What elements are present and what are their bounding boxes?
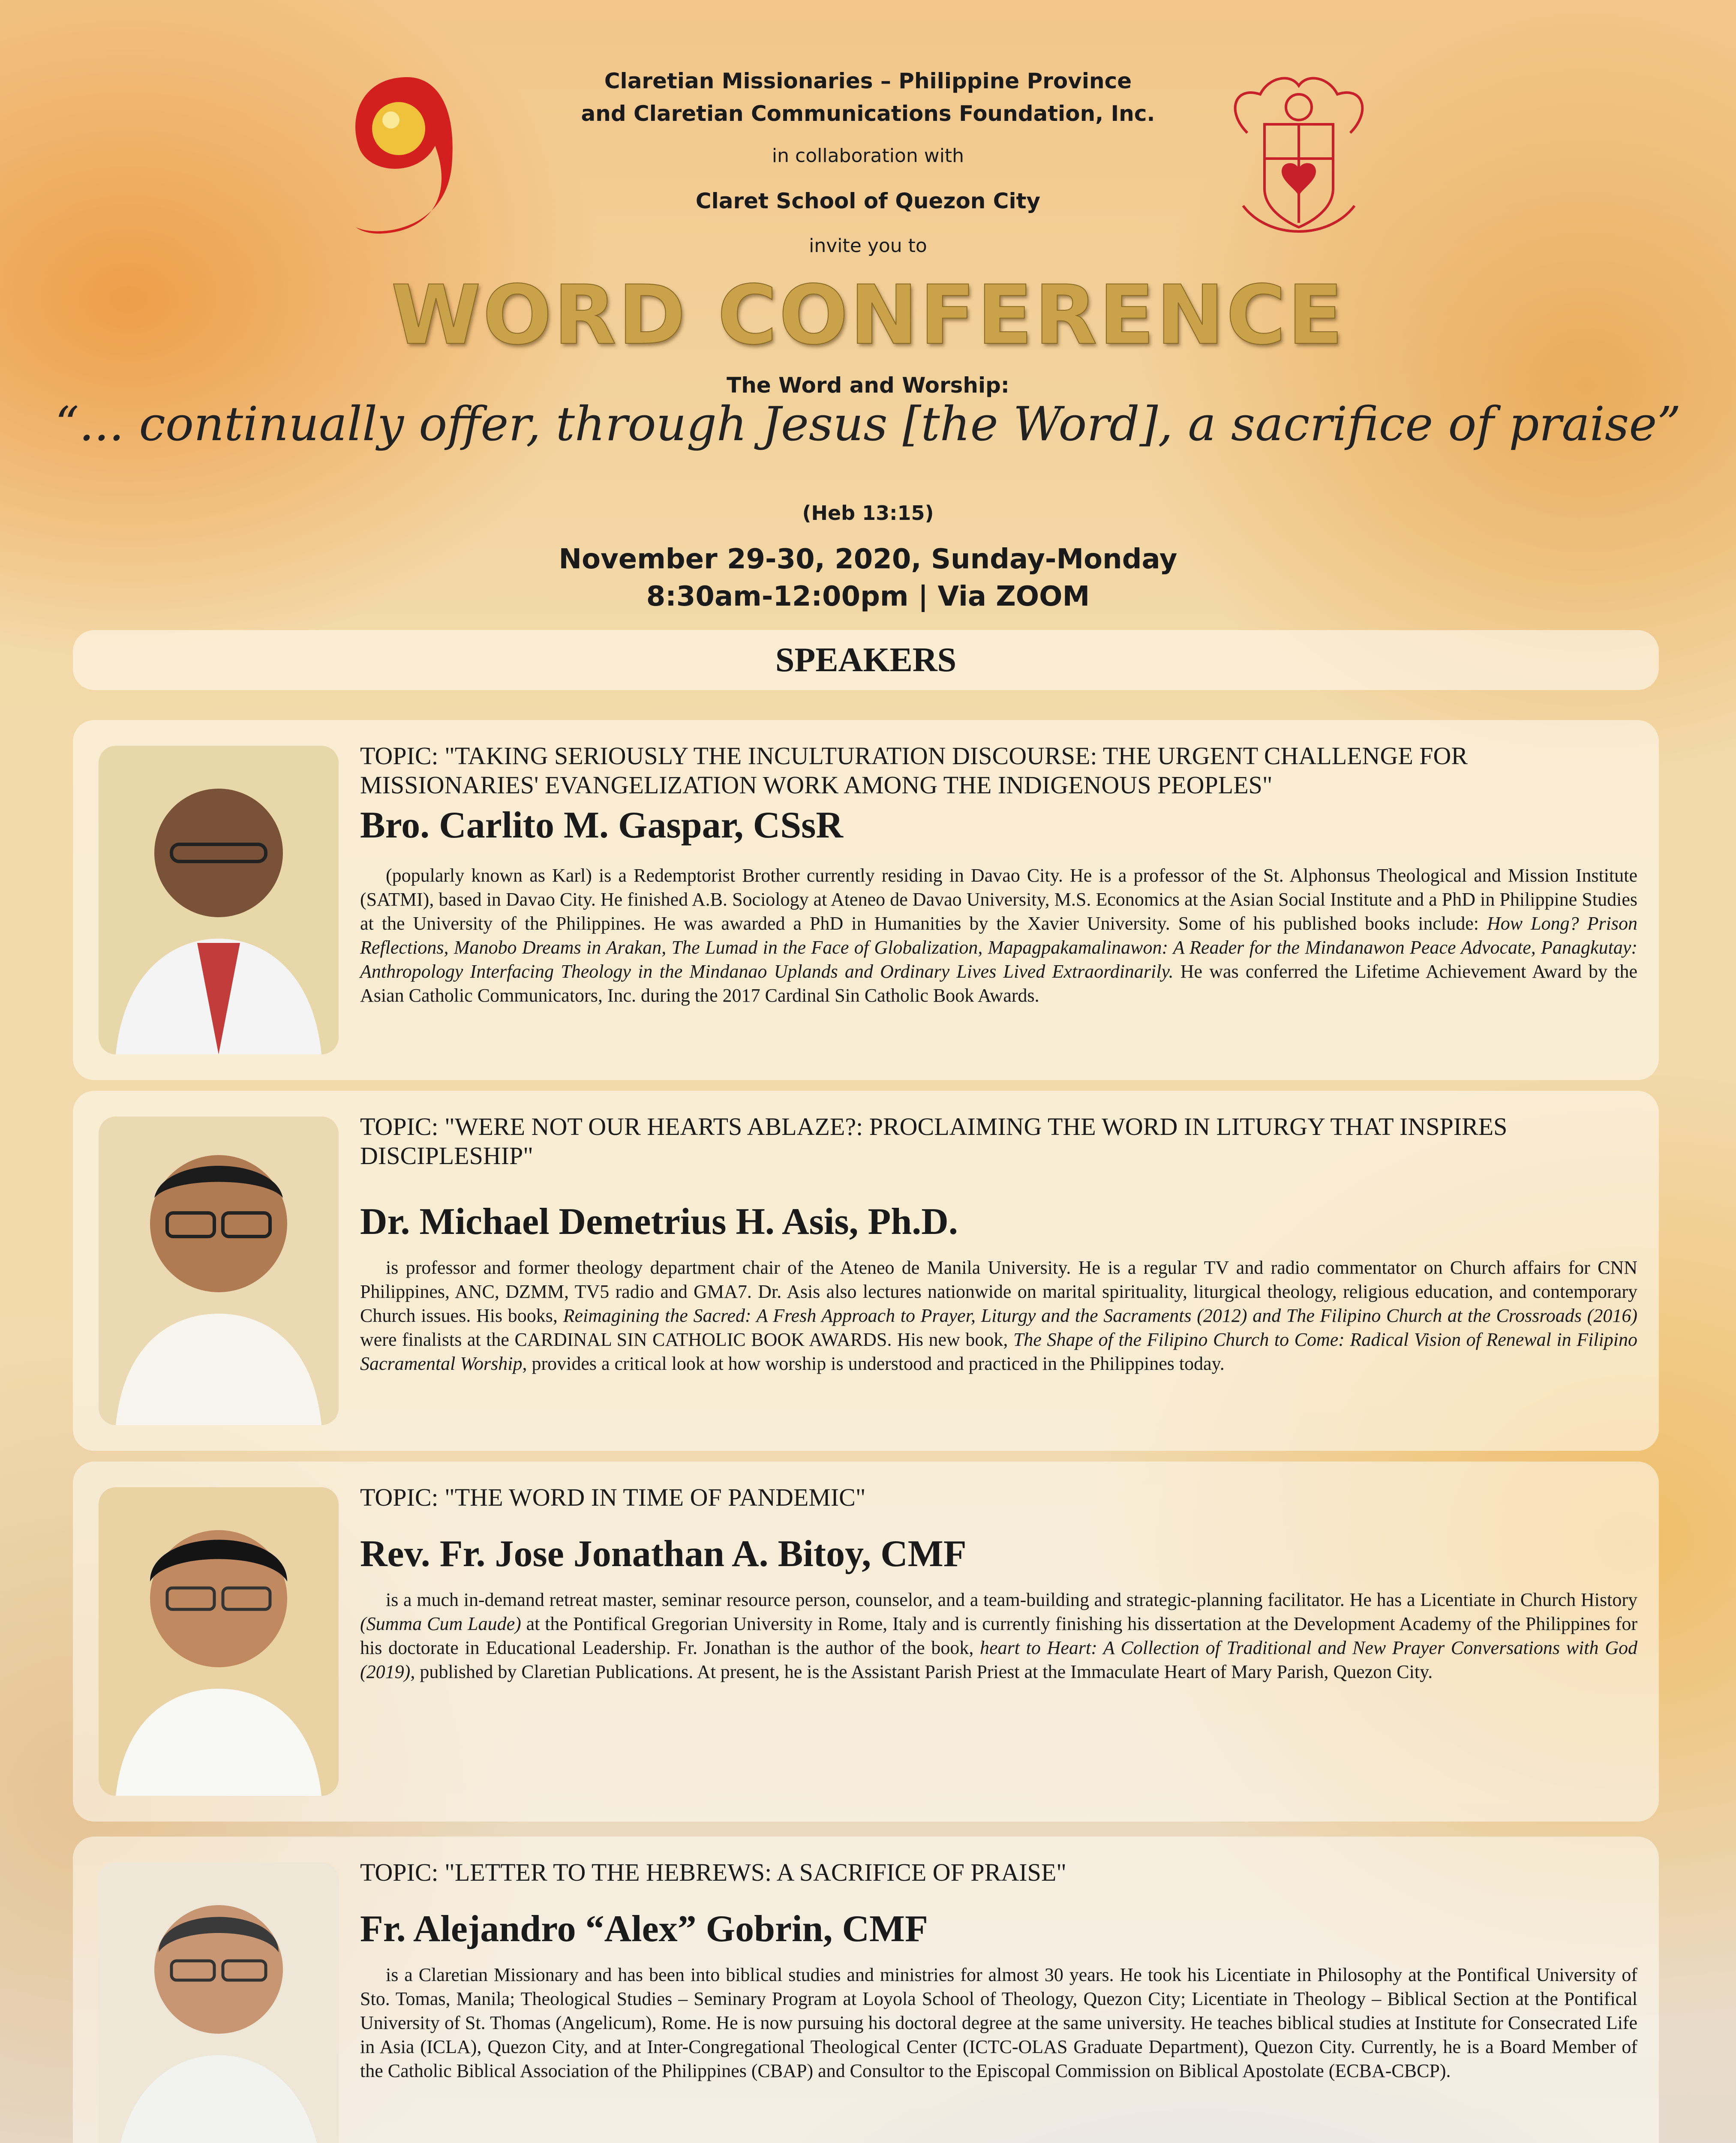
- theme-quote: “... continually offer, through Jesus [the Word], a sacrifice of praise”: [55, 396, 1681, 451]
- speaker-photo: [99, 1487, 339, 1796]
- speaker-topic: TOPIC: "THE WORD IN TIME OF PANDEMIC": [360, 1483, 866, 1511]
- speaker-photo: [99, 746, 339, 1054]
- claretian-crest-icon: [1217, 69, 1380, 249]
- speaker-bio: (popularly known as Karl) is a Redemptorist Brother currently residing in Davao City. He is a professor of the St. Alphonsus Theological and Mission Institute (SATMI), based in Davao City. He finished A.B. Sociology at Ateneo de Davao University, M.S. Economics at the Asian Social Institute and a PhD in Philippine Studies at the University of the Philippines. He was awarded a PhD in Humanities by the Xavier University. Some of his published books include: How Long? Prison Reflections, Manobo Dreams in Arakan, The Lumad in the Face of Globalization, Mapagpakamalinawon: A Reader for the Mindanawon Peace Advocate, Panagkutay: Anthropology Interfacing Theology in the Mindanao Uplands and Ordinary Lives Lived Extraordinarily. He was conferred the Lifetime Achievement Award by the Asian Catholic Communicators, Inc. during the 2017 Cardinal Sin Catholic Book Awards.: [360, 865, 1637, 1006]
- invite-text: invite you to: [809, 235, 927, 257]
- org-line-1: Claretian Missionaries – Philippine Province: [604, 69, 1132, 93]
- event-time: 8:30am-12:00pm | Via ZOOM: [646, 581, 1090, 612]
- speaker-name: Bro. Carlito M. Gaspar, CSsR: [360, 804, 843, 846]
- event-title: WORD CONFERENCE: [391, 268, 1345, 363]
- speaker-name: Fr. Alejandro “Alex” Gobrin, CMF: [360, 1908, 928, 1950]
- speaker-card: [73, 720, 1659, 1080]
- speaker-photo: [99, 1862, 339, 2143]
- subtheme: The Word and Worship:: [727, 373, 1009, 398]
- speaker-topic: TOPIC: "TAKING SERIOUSLY THE INCULTURATION DISCOURSE: THE URGENT CHALLENGE FOR MISSIONARIES' EVANGELIZATION WORK AMONG THE INDIGENOUS PEOPLES": [360, 742, 1468, 799]
- bible-verse: (Heb 13:15): [802, 501, 934, 525]
- speaker-topic: TOPIC: "WERE NOT OUR HEARTS ABLAZE?: PROCLAIMING THE WORD IN LITURGY THAT INSPIRES DISCIPLESHIP": [360, 1113, 1508, 1170]
- speaker-topic: TOPIC: "LETTER TO THE HEBREWS: A SACRIFICE OF PRAISE": [360, 1858, 1066, 1886]
- org-line-2: and Claretian Communications Foundation, Inc.: [581, 101, 1155, 126]
- speaker-card: [73, 1091, 1659, 1451]
- speaker-name: Rev. Fr. Jose Jonathan A. Bitoy, CMF: [360, 1533, 967, 1575]
- speaker-card: [73, 1837, 1659, 2143]
- speaker-name: Dr. Michael Demetrius H. Asis, Ph.D.: [360, 1201, 958, 1243]
- event-date: November 29-30, 2020, Sunday-Monday: [559, 543, 1177, 575]
- speaker-bio: is a Claretian Missionary and has been into biblical studies and ministries for almost 30 years. He took his Licentiate in Philosophy at the Pontifical University of Sto. Tomas, Manila; Theological Studies – Seminary Program at Loyola School of Theology, Quezon City; Licentiate in Theology – Biblical Section at the Pontifical University of St. Thomas (Angelicum), Rome. He is now pursuing his doctoral degree at the same university. He teaches biblical studies at Institute for Consecrated Life in Asia (ICLA), Quezon City, and at Inter-Congregational Theological Center (ICTC-OLAS Graduate Department), Quezon City. Currently, he is a Board Member of the Catholic Biblical Association of the Philippines (CBAP) and Consultor to the Episcopal Commission on Biblical Apostolate (ECBA-CBCP).: [360, 1964, 1637, 2081]
- school-name: Claret School of Quezon City: [695, 189, 1041, 213]
- speaker-card: [73, 1462, 1659, 1822]
- speakers-heading: SPEAKERS: [73, 630, 1659, 690]
- speaker-bio: is a much in-demand retreat master, seminar resource person, counselor, and a team-building and strategic-planning facilitator. He has a Licentiate in Church History (Summa Cum Laude) at the Pontifical Gregorian University in Rome, Italy and is currently finishing his dissertation at the Development Academy of the Philippines for his doctorate in Educational Leadership. Fr. Jonathan is the author of the book, heart to Heart: A Collection of Traditional and New Prayer Conversations with God (2019), published by Claretian Publications. At present, he is the Assistant Parish Priest at the Immaculate Heart of Mary Parish, Quezon City.: [360, 1589, 1637, 1682]
- speaker-bio: is professor and former theology department chair of the Ateneo de Manila University. He is a regular TV and radio commentator on Church affairs for CNN Philippines, ANC, DZMM, TV5 radio and GMA7. Dr. Asis also lectures nationwide on marital spirituality, liturgical theology, religious education, and contemporary Church issues. His books, Reimagining the Sacred: A Fresh Approach to Prayer, Liturgy and the Sacraments (2012) and The Filipino Church at the Crossroads (2016) were finalists at the CARDINAL SIN CATHOLIC BOOK AWARDS. His new book, The Shape of the Filipino Church to Come: Radical Vision of Renewal in Filipino Sacramental Worship, provides a critical look at how worship is understood and practiced in the Philippines today.: [360, 1257, 1637, 1374]
- speaker-photo: [99, 1117, 339, 1425]
- collab-text: in collaboration with: [772, 145, 964, 167]
